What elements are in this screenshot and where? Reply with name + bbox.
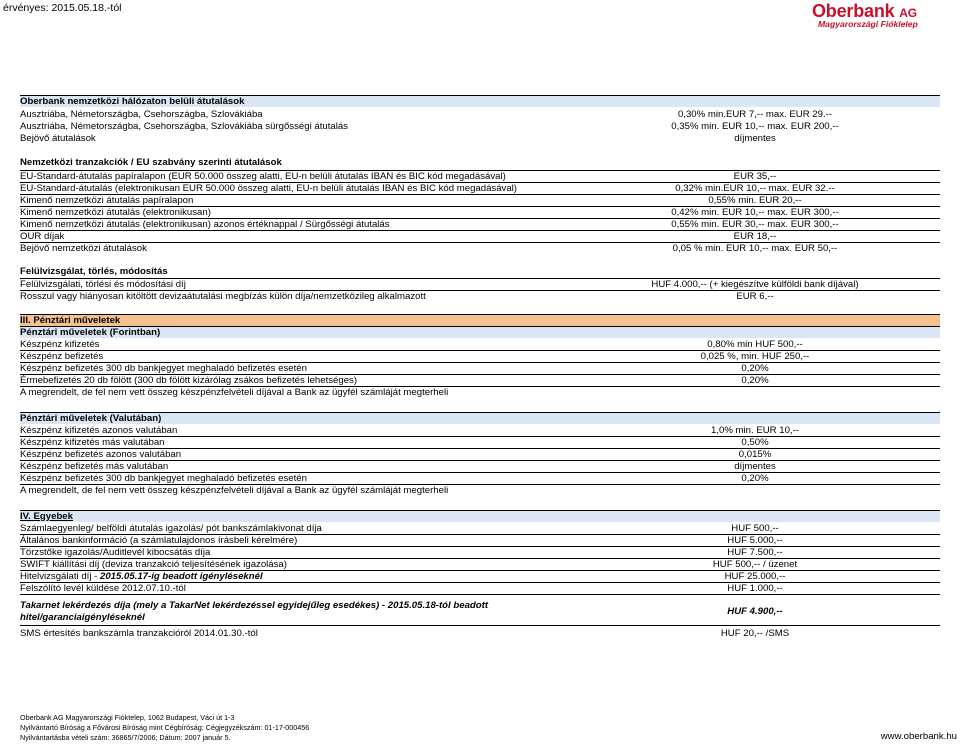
table-row: SWIFT kiállítási díj (deviza tranzakció teljesítésének igazolása) HUF 500,-- / üzenet — [20, 559, 798, 570]
divider — [20, 625, 940, 626]
table-row: Kimenő nemzetközi átutalás papíralapon 0,55% min. EUR 20,-- — [20, 195, 802, 206]
table-row: Érmebefizetés 20 db fölött (300 db fölött kizárólag zsákos befizetés lehetséges) 0,20% — [20, 375, 769, 386]
table-row: Készpénz befizetés 300 db bankjegyet meghaladó befizetés esetén 0,20% — [20, 473, 769, 484]
logo-brand: Oberbank AG — [812, 1, 917, 21]
table-row: EU-Standard-átutalás (elektronikusan EUR 50.000 összeg alatti, EU-n belüli átutalás IBAN és BIC kód megadásával) 0,32% min.EUR 10,-- max. EUR 32.-- — [20, 183, 835, 194]
takarnet-line-1: Takarnet lekérdezés díja (mely a TakarNet lekérdezéssel egyidejűleg esedékes) - 2015.05.18-tól beadott — [20, 600, 489, 611]
divider — [20, 594, 940, 595]
table-row: Általános bankinformáció (a számlatulajdonos írásbeli kérelmére) HUF 5.000,-- — [20, 535, 783, 546]
footer-registry: Nyilvántartó Bíróság a Fővárosi Bíróság mint Cégbíróság: Cégjegyzékszám: 01-17-000456 — [20, 723, 310, 732]
table-row: SMS értesítés bankszámla tranzakcióról 2014.01.30.-tól HUF 20,-- /SMS — [20, 628, 790, 639]
table-row: Számlaegyenleg/ belföldi átutalás igazolás/ pót bankszámlakivonat díja HUF 500,-- — [20, 523, 779, 534]
footer-address: Oberbank AG Magyarországi Fióktelep, 1062 Budapest, Váci út 1-3 — [20, 713, 235, 722]
table-row: Bejövő átutalások díjmentes — [20, 133, 776, 144]
section-subtitle-huf: Pénztári műveletek (Forintban) — [20, 326, 940, 338]
section-title-other: IV. Egyebek — [20, 510, 940, 522]
table-row: Rosszul vagy hiányosan kitöltött devizaátutalási megbízás külön díja/nemzetközileg alkalmazott EUR 6,-- — [20, 291, 774, 302]
table-row: Készpénz befizetés 0,025 %, min. HUF 250,-- — [20, 351, 810, 362]
footer-registration: Nyilvántartásba vételi szám: 36865/7/2006; Dátum: 2007 január 5. — [20, 733, 231, 742]
logo-subtitle: Magyarországi Fióklelep — [818, 19, 918, 29]
table-row: Ausztriába, Németországba, Csehországba, Szlovákiába sürgősségi átutalás 0,35% min. EUR 10,-- max. EUR 200,-- — [20, 121, 839, 132]
section-title-cashier: III. Pénztári műveletek — [20, 314, 940, 326]
table-row: A megrendelt, de fel nem vett összeg készpénzfelvételi díjával a Bank az ügyfél számláját megterheli — [20, 387, 449, 398]
section-title-review: Felülvizsgálat, törlés, módosítás — [20, 266, 168, 277]
table-row: Törzstőke igazolás/Auditlevél kibocsátás díja HUF 7.500,-- — [20, 547, 783, 558]
table-row: Készpénz befizetés 300 db bankjegyet meghaladó befizetés esetén 0,20% — [20, 363, 769, 374]
takarnet-line-2: hitel/garanciaigényléseknél — [20, 612, 145, 623]
table-row: Kimenő nemzetközi átutalás (elektronikusan) azonos értéknappal / Sürgősségi átutalás 0,55% min. EUR 30,-- max. EUR 300,-- — [20, 219, 839, 230]
table-row: Felszólító levél küldése 2012.07.10.-tól HUF 1.000,-- — [20, 583, 783, 594]
table-row: EU-Standard-átutalás papíralapon (EUR 50.000 összeg alatti, EU-n belüli átutalás IBAN és BIC kód megadásával) EUR 35,-- — [20, 171, 777, 182]
table-row: Kimenő nemzetközi átutalás (elektronikusan) 0,42% min. EUR 10,-- max. EUR 300,-- — [20, 207, 839, 218]
oberbank-logo — [812, 2, 954, 30]
table-row: Készpénz kifizetés más valutában 0,50% — [20, 437, 769, 448]
table-row: Készpénz kifizetés 0,80% min HUF 500,-- — [20, 339, 803, 350]
table-row: Készpénz befizetés azonos valutában 0,015% — [20, 449, 772, 460]
table-row: Készpénz befizetés más valutában díjmentes — [20, 461, 776, 472]
validity-date: érvényes: 2015.05.18.-tól — [3, 2, 122, 14]
table-row: Ausztriába, Németországba, Csehországba, Szlovákiába 0,30% min.EUR 7,-- max. EUR 29.-- — [20, 109, 833, 120]
section-title-foreign-currency: Pénztári műveletek (Valutában) — [20, 412, 940, 424]
section-title-international: Nemzetközi tranzakciók / EU szabvány szerinti átutalások — [20, 157, 282, 168]
table-row: Készpénz kifizetés azonos valutában 1,0% min. EUR 10,-- — [20, 425, 799, 436]
table-row: Hitelvizsgálati díj - 2015.05.17-ig beadott igényléseknél HUF 25.000,-- — [20, 571, 786, 582]
takarnet-value: HUF 4.900,-- — [727, 606, 783, 617]
table-row: OUR díjak EUR 18,-- — [20, 231, 777, 242]
table-row: A megrendelt, de fel nem vett összeg készpénzfelvételi díjával a Bank az ügyfél számláját megterheli — [20, 485, 449, 496]
footer-website: www.oberbank.hu — [880, 731, 957, 742]
table-row: Bejövő nemzetközi átutalások 0,05 % min. EUR 10,-- max. EUR 50,-- — [20, 243, 838, 254]
section-title-network-transfers: Oberbank nemzetközi hálózaton belüli átutalások — [20, 95, 940, 107]
table-row: Felülvizsgálati, törlési és módosítási díj HUF 4.000,-- (+ kiegészítve külföldi bank díjával) — [20, 279, 859, 290]
